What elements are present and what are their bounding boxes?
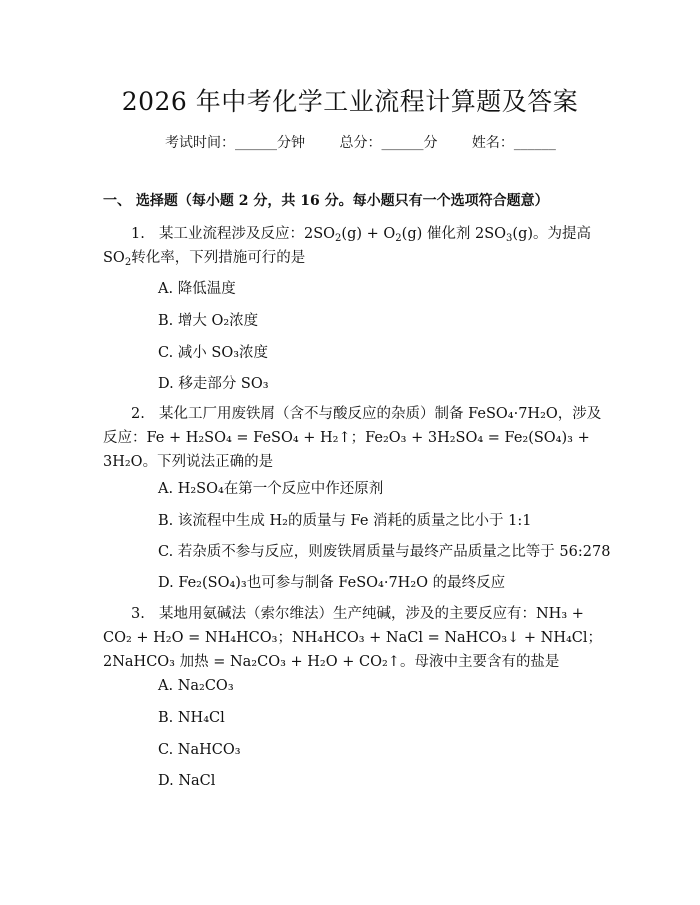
document-title: 2026 年中考化学工业流程计算题及答案 bbox=[121, 87, 579, 116]
question-1 bbox=[103, 222, 603, 270]
question-stem: 某地用氨碱法（索尔维法）生产纯碱，涉及的主要反应有：NH₃ + CO₂ + H₂O = NH₄HCO₃；NH₄HCO₃ + NaCl = NaHCO₃↓ + NH₄Cl；2NaHCO₃ 加热 = Na₂CO₃ + H₂O + CO₂↑。母液中主要含有的盐是 bbox=[103, 606, 603, 670]
exam-time-field[interactable]: 考试时间：______分钟 bbox=[165, 135, 305, 151]
option-3b[interactable]: B. NH₄Cl bbox=[158, 710, 225, 726]
question-2 bbox=[103, 402, 603, 474]
option-1d[interactable]: D. 移走部分 SO₃ bbox=[158, 376, 269, 392]
option-3a[interactable]: A. Na₂CO₃ bbox=[158, 678, 234, 694]
question-stem: 某化工厂用废铁屑（含不与酸反应的杂质）制备 FeSO₄·7H₂O，涉及反应：Fe + H₂SO₄ = FeSO₄ + H₂↑；Fe₂O₃ + 3H₂SO₄ = Fe₂(SO₄)₃ + 3H₂O。下列说法正确的是 bbox=[103, 406, 602, 470]
section-heading-choice: 一、 选择题（每小题 2 分，共 16 分。每小题只有一个选项符合题意） bbox=[103, 193, 549, 209]
student-name-field[interactable]: 姓名：______ bbox=[471, 135, 556, 151]
option-3d[interactable]: D. NaCl bbox=[158, 773, 216, 789]
question-number: 3. bbox=[131, 606, 145, 622]
option-3c[interactable]: C. NaHCO₃ bbox=[158, 742, 241, 758]
question-number: 1. bbox=[131, 226, 145, 242]
question-stem: 某工业流程涉及反应：$2SO_2(g) + O_2(g)$ 催化剂 $2SO_3(g)$。为提高 $SO_2$转化率，下列措施可行的是 bbox=[103, 226, 592, 268]
option-2c[interactable]: C. 若杂质不参与反应，则废铁屑质量与最终产品质量之比等于 56:278 bbox=[158, 544, 611, 560]
option-1b[interactable]: B. 增大 O₂浓度 bbox=[158, 313, 259, 329]
option-2a[interactable]: A. H₂SO₄在第一个反应中作还原剂 bbox=[158, 481, 384, 497]
option-2d[interactable]: D. Fe₂(SO₄)₃也可参与制备 FeSO₄·7H₂O 的最终反应 bbox=[158, 575, 506, 591]
total-score-field[interactable]: 总分：______分 bbox=[339, 135, 438, 151]
option-1c[interactable]: C. 减小 SO₃浓度 bbox=[158, 345, 269, 361]
option-2b[interactable]: B. 该流程中生成 H₂的质量与 Fe 消耗的质量之比小于 1:1 bbox=[158, 513, 532, 529]
question-number: 2. bbox=[131, 406, 145, 422]
question-3 bbox=[103, 602, 603, 674]
exam-info bbox=[165, 132, 556, 152]
option-1a[interactable]: A. 降低温度 bbox=[158, 281, 236, 297]
